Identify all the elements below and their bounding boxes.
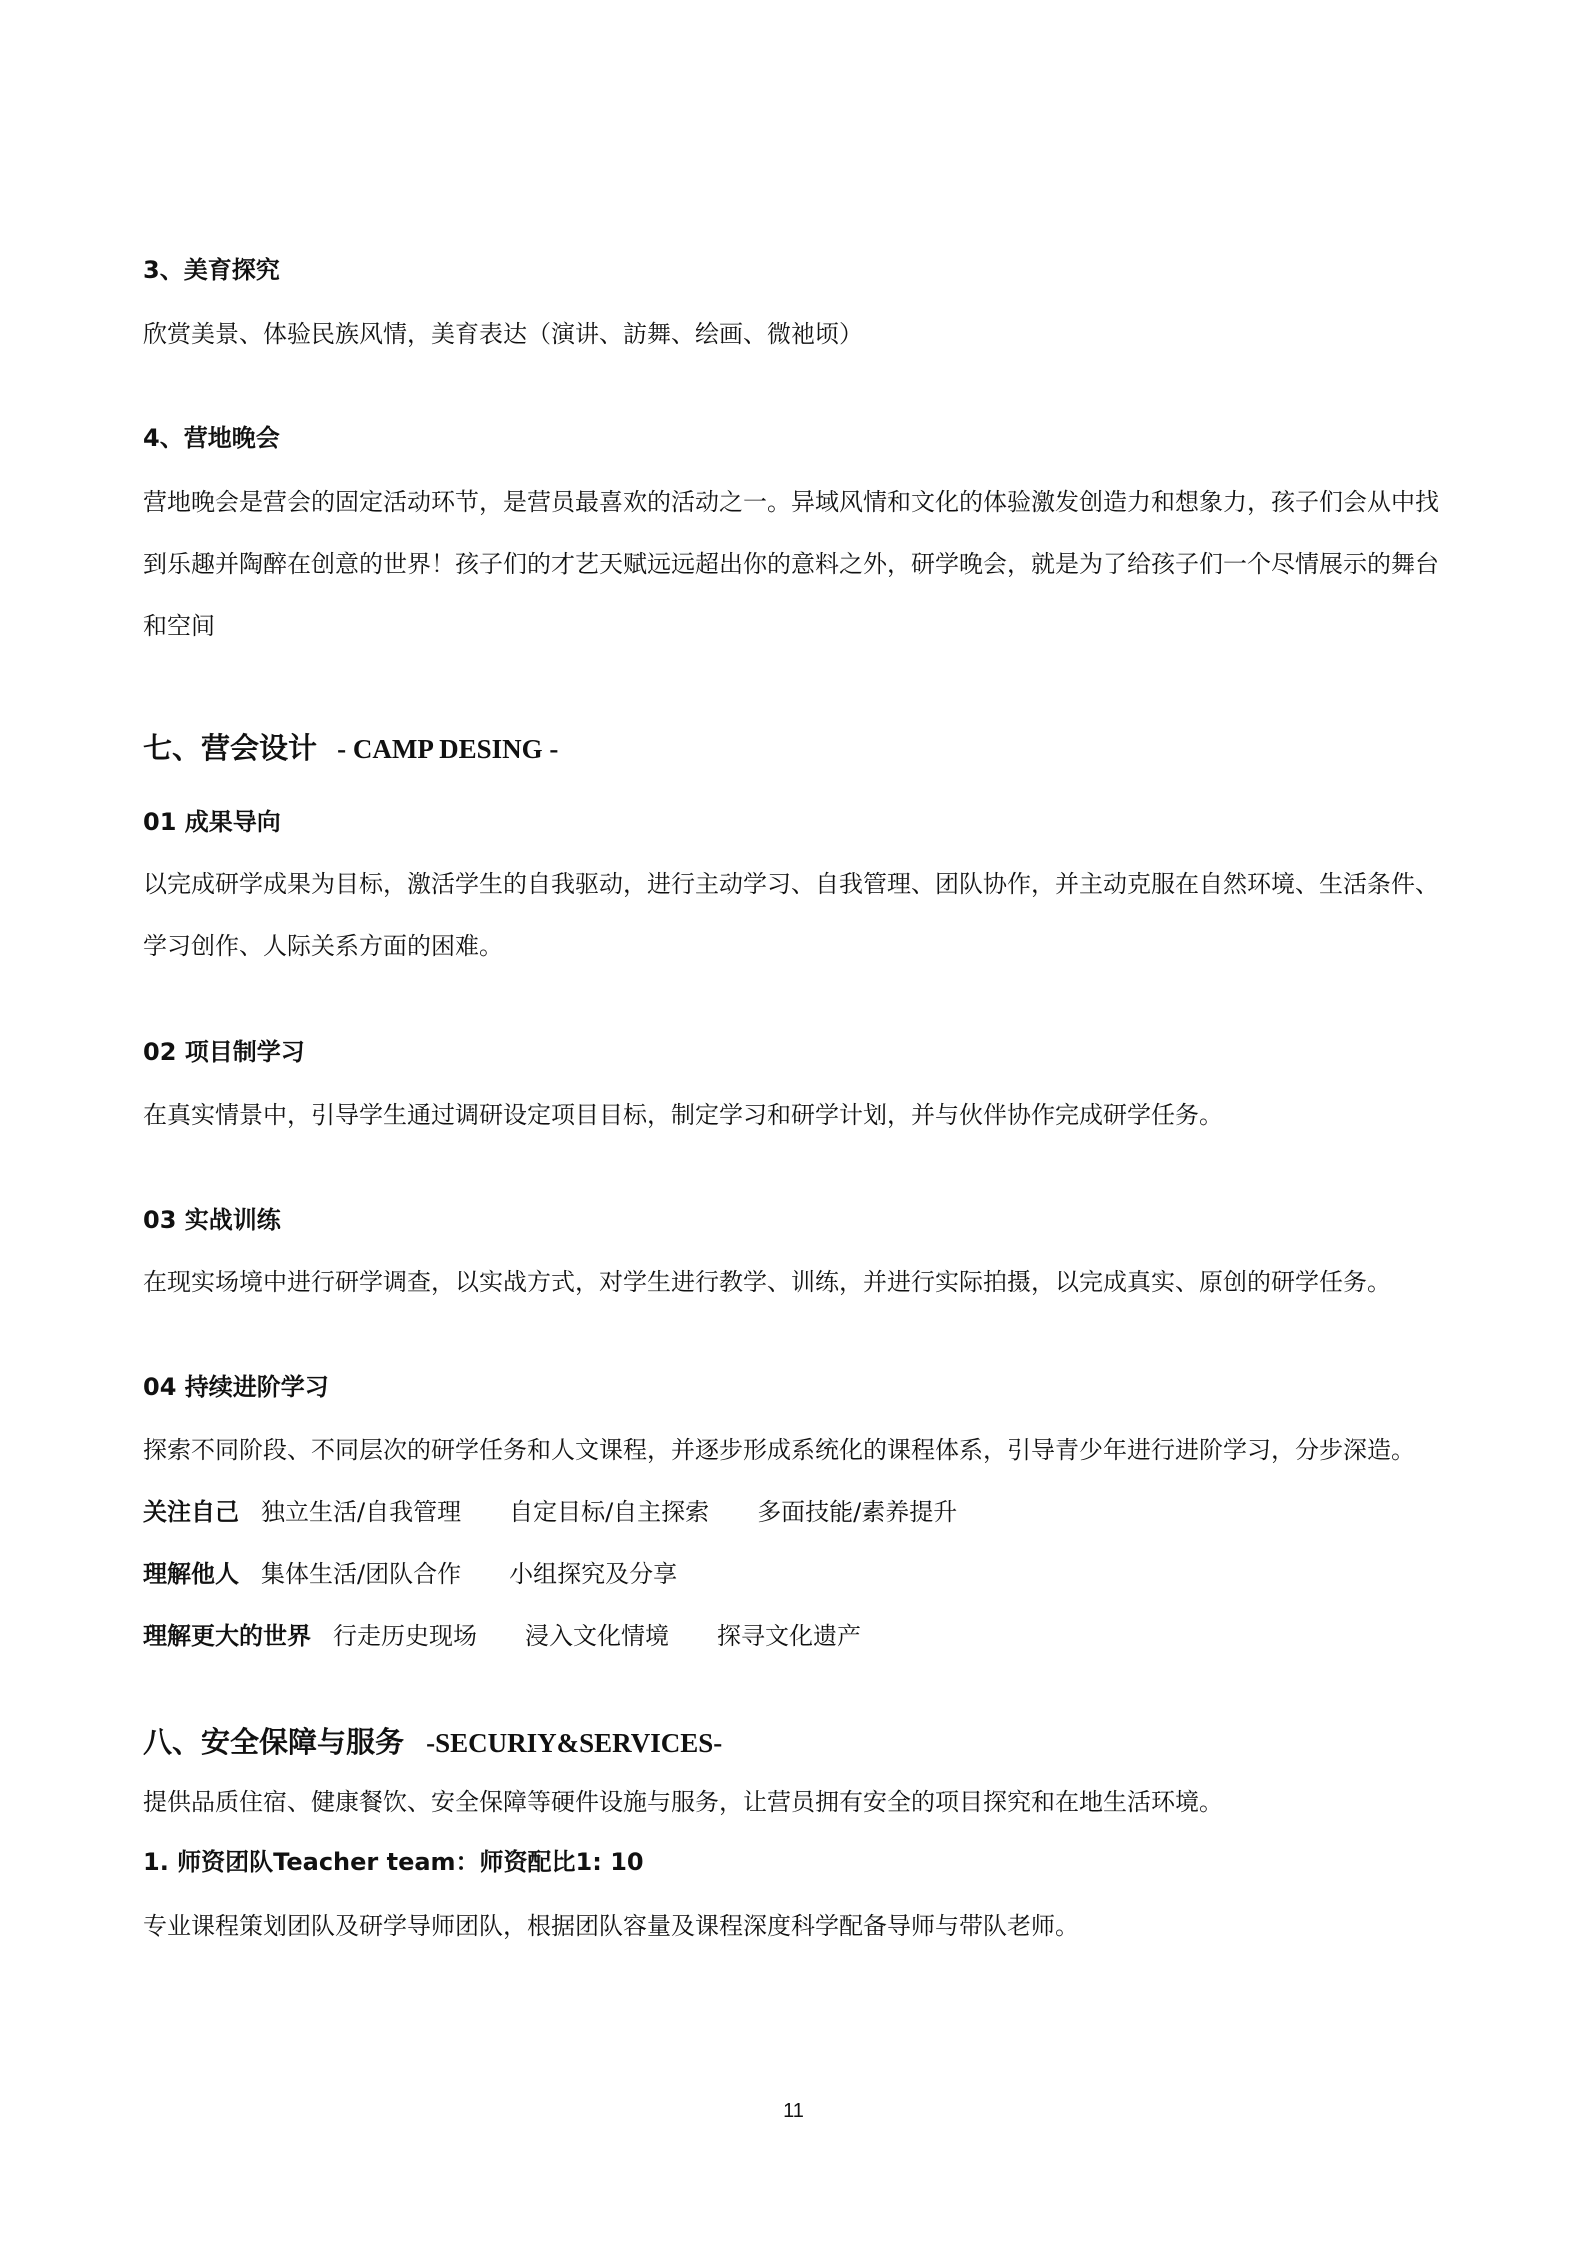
camp-item-3-line-1: 在现实场境中进行研学调查，以实战方式，对学生进行教学、训练，并进行实际拍摄，以完成真实、原创的研学任务。 [143, 1268, 1391, 1296]
section-4-line-2: 到乐趣并陶醉在创意的世界！孩子们的才艺天赋远远超出你的意料之外，研学晚会，就是为了给孩子们一个尽情展示的舞台 [143, 550, 1439, 578]
section-8-intro: 提供品质住宿、健康餐饮、安全保障等硬件设施与服务，让营员拥有安全的项目探究和在地生活环境。 [143, 1788, 1223, 1816]
section-7-title-cn: 七、营会设计 [143, 731, 318, 765]
goal-row-item: 小组探究及分享 [509, 1560, 678, 1588]
section-4-line-3: 和空间 [143, 612, 215, 640]
teacher-team-title: 1. 师资团队Teacher team：师资配比1: 10 [143, 1848, 644, 1876]
section-3-title: 3、美育探究 [143, 256, 280, 284]
section-7-heading [143, 726, 558, 767]
goal-row-item: 浸入文化情境 [525, 1622, 669, 1650]
section-4-title: 4、营地晚会 [143, 424, 280, 452]
section-8-title-en: -SECURIY&SERVICES- [426, 1728, 723, 1758]
camp-item-1-line-1: 以完成研学成果为目标，激活学生的自我驱动，进行主动学习、自我管理、团队协作，并主动克服在自然环境、生活条件、 [143, 870, 1439, 898]
goal-row-item: 行走历史现场 [333, 1622, 477, 1650]
camp-item-1-line-2: 学习创作、人际关系方面的困难。 [143, 932, 503, 960]
goal-row-label: 理解更大的世界 [143, 1622, 311, 1650]
section-7-title-en: - CAMP DESING - [337, 734, 559, 764]
goal-row-item: 独立生活/自我管理 [261, 1498, 462, 1526]
section-3-body: 欣赏美景、体验民族风情，美育表达（演讲、訪舞、绘画、微祂顷） [143, 320, 863, 348]
goal-row-item: 多面技能/素养提升 [757, 1498, 958, 1526]
section-8-title-cn: 八、安全保障与服务 [143, 1725, 405, 1759]
camp-item-4-title: 04 持续进阶学习 [143, 1373, 329, 1401]
teacher-team-body: 专业课程策划团队及研学导师团队，根据团队容量及课程深度科学配备导师与带队老师。 [143, 1912, 1079, 1940]
section-8-heading [143, 1720, 722, 1761]
section-4-line-1: 营地晚会是营会的固定活动环节，是营员最喜欢的活动之一。异域风情和文化的体验激发创造力和想象力，孩子们会从中找 [143, 488, 1439, 516]
page-number: 11 [783, 2100, 804, 2122]
goal-row-item: 集体生活/团队合作 [261, 1560, 462, 1588]
camp-item-4-line-1: 探索不同阶段、不同层次的研学任务和人文课程，并逐步形成系统化的课程体系，引导青少年进行进阶学习，分步深造。 [143, 1436, 1415, 1464]
goal-row-self [143, 1492, 957, 1527]
goal-row-label: 理解他人 [143, 1560, 239, 1588]
camp-item-2-line-1: 在真实情景中，引导学生通过调研设定项目目标，制定学习和研学计划，并与伙伴协作完成研学任务。 [143, 1101, 1223, 1129]
camp-item-3-title: 03 实战训练 [143, 1206, 281, 1234]
camp-item-1-title: 01 成果导向 [143, 808, 281, 836]
goal-row-item: 探寻文化遗产 [717, 1622, 861, 1650]
goal-row-item: 自定目标/自主探索 [509, 1498, 710, 1526]
goal-row-others [143, 1554, 677, 1589]
camp-item-2-title: 02 项目制学习 [143, 1038, 305, 1066]
goal-row-label: 关注自己 [143, 1498, 239, 1526]
goal-row-world [143, 1616, 861, 1651]
